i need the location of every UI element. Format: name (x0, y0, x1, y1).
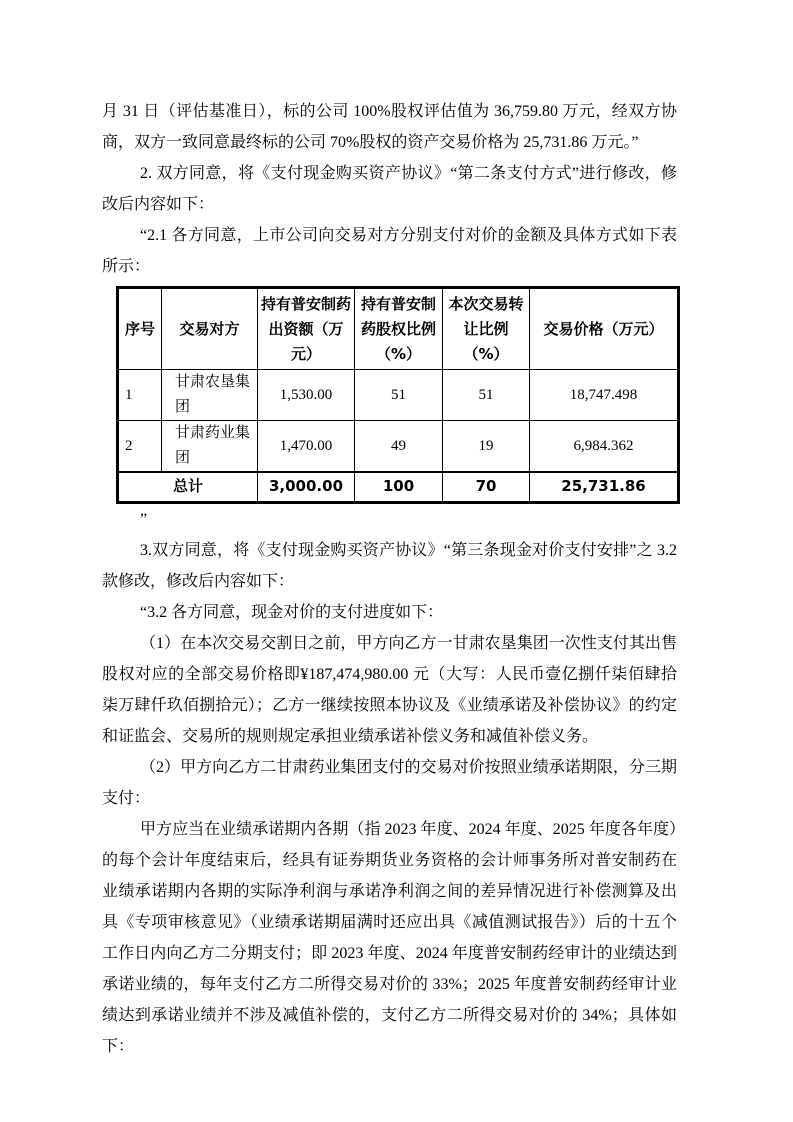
table-cell-total-capital: 3,000.00 (258, 472, 355, 502)
paragraph-payment-schedule: 甲方应当在业绩承诺期内各期（指 2023 年度、2024 年度、2025 年度各年度）的每个会计年度结束后，经具有证券期货业务资格的会计师事务所对普安制药在业绩承诺期内各期的实际净利润与承诺净利润之间的差异情况进行补偿测算及出具《专项审核意见》（业绩承诺期届满时还应出具《减值测试报告》）后的十五个工作日内向乙方二分期支付；即 2023 年度、2024 年度普安制药经审计的业绩达到承诺业绩的，每年支付乙方二所得交易对价的 33%；2025 年度普安制药经审计业绩达到承诺业绩并不涉及减值补偿的，支付乙方二所得交易对价的 34%；具体如下： (102, 820, 677, 1055)
table-cell-price: 18,747.498 (530, 370, 679, 421)
table-header-counterparty: 交易对方 (162, 288, 258, 370)
table-cell-transfer-pct: 19 (443, 421, 530, 473)
document-content (102, 96, 677, 1062)
table-cell-total-transfer-pct: 70 (443, 472, 530, 502)
table-header-transfer-pct: 本次交易转让比例（%） (443, 288, 530, 370)
table-header-equity-pct: 持有普安制药股权比例（%） (355, 288, 443, 370)
paragraph-item-2: 2. 双方同意，将《支付现金购买资产协议》“第二条支付方式”进行修改，修改后内容如下： (102, 165, 677, 213)
paragraph-clause-2-1: “2.1 各方同意，上市公司向交易对方分别支付对价的金额及具体方式如下表所示： (102, 227, 677, 275)
paragraph-payment-2: （2）甲方向乙方二甘肃药业集团支付的交易对价按照业绩承诺期限，分三期支付： (102, 758, 677, 807)
table-cell-capital: 1,530.00 (258, 370, 355, 421)
table-cell-seq: 2 (118, 421, 162, 473)
table-cell-price: 6,984.362 (530, 421, 679, 473)
paragraph-clause-3-2: “3.2 各方同意，现金对价的支付进度如下： (140, 603, 444, 621)
table-cell-transfer-pct: 51 (443, 370, 530, 421)
table-header-row (118, 288, 679, 370)
table-total-row (118, 472, 679, 502)
table-cell-total-label: 总计 (118, 472, 258, 502)
table-cell-total-equity-pct: 100 (355, 472, 443, 502)
table-cell-total-price: 25,731.86 (530, 472, 679, 502)
table-cell-counterparty: 甘肃药业集团 (162, 421, 258, 473)
paragraph-payment-1: （1）在本次交易交割日之前，甲方向乙方一甘肃农垦集团一次性支付其出售股权对应的全部交易价格即¥187,474,980.00 元（大写：人民币壹亿捌仟柒佰肆拾柒万肆仟玖佰捌拾元）；乙方一继续按照本协议及《业绩承诺及补偿协议》的约定和证监会、交易所的规则规定承担业绩承诺补偿义务和减值补偿义务。 (102, 634, 677, 745)
table-cell-equity-pct: 51 (355, 370, 443, 421)
table-header-price: 交易价格（万元） (530, 288, 679, 370)
table-row (118, 370, 679, 421)
paragraph-valuation: 月 31 日（评估基准日），标的公司 100%股权评估值为 36,759.80 万元，经双方协商，双方一致同意最终标的公司 70%股权的资产交易价格为 25,731.86 万元。” (102, 103, 677, 151)
paragraph-item-3: 3.双方同意，将《支付现金购买资产协议》“第三条现金对价支付安排”之 3.2 款修改，修改后内容如下： (102, 541, 677, 590)
table-header-seq: 序号 (118, 288, 162, 370)
paragraph-closing-quote: ” (140, 510, 148, 528)
payment-table (116, 286, 680, 504)
table-header-capital: 持有普安制药出资额（万元） (258, 288, 355, 370)
table-row (118, 421, 679, 473)
table-cell-equity-pct: 49 (355, 421, 443, 473)
table-cell-seq: 1 (118, 370, 162, 421)
table-cell-capital: 1,470.00 (258, 421, 355, 473)
table-cell-counterparty: 甘肃农垦集团 (162, 370, 258, 421)
